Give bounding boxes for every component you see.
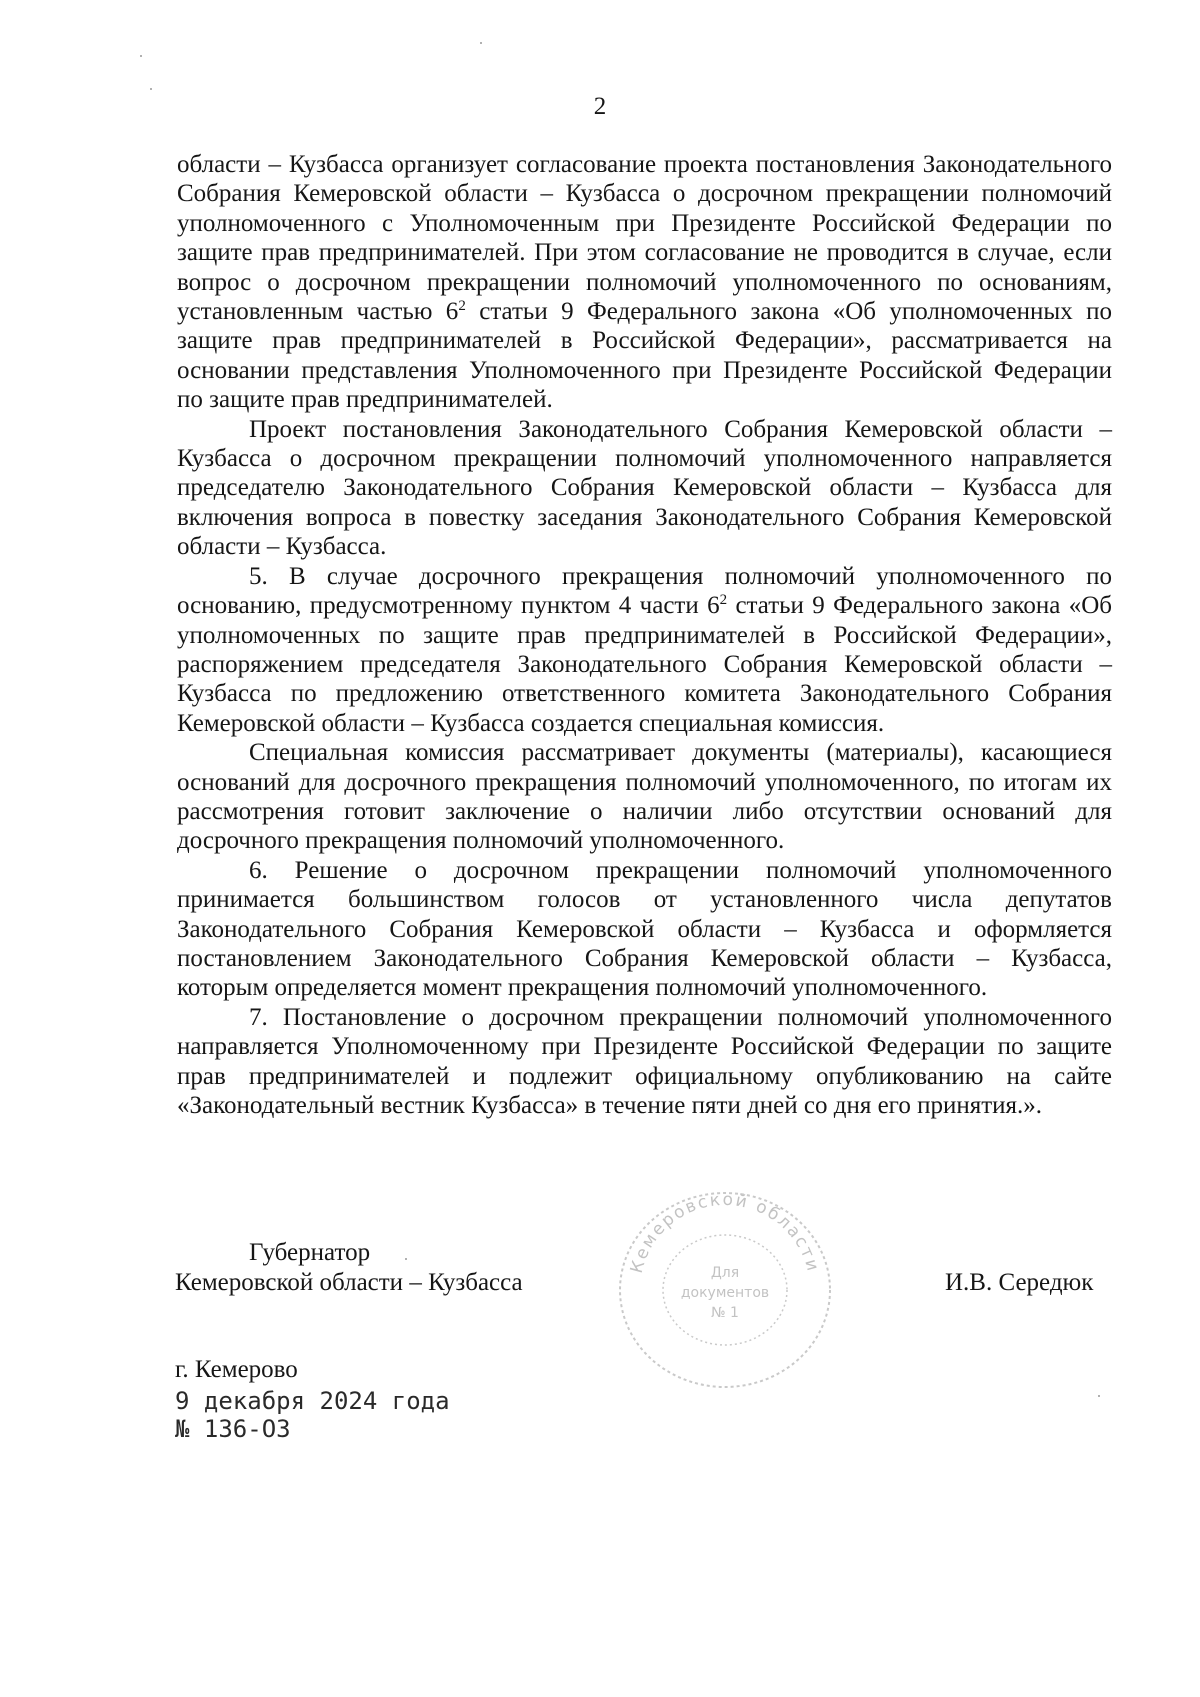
superscript: 2 bbox=[458, 298, 466, 315]
seal-ring-text: Кемеровской области bbox=[626, 1189, 824, 1276]
paragraph-project: Проект постановления Законодательного Собрания Кемеровской области – Кузбасса о досрочном прекращении полномочий уполномоченного направляется председателю Законодательного Собрания Кемеровской области – Кузбасса для включения вопроса в повестку заседания Законодательного Собрания Кемеровской области – Кузбасса. bbox=[177, 415, 1112, 561]
seal-line-1: Для bbox=[710, 1265, 740, 1281]
signatory-region: Кемеровской области – Кузбасса bbox=[175, 1269, 523, 1296]
paragraph-continuation bbox=[177, 150, 1112, 415]
scan-speck bbox=[150, 88, 152, 90]
scan-speck bbox=[405, 1258, 407, 1260]
place-of-signing: г. Кемерово bbox=[175, 1356, 298, 1383]
paragraph-item-7: 7. Постановление о досрочном прекращении полномочий уполномоченного направляется Уполномоченному при Президенте Российской Федерации по защите прав предпринимателей и подлежит официальному опубликованию на сайте «Законодательный вестник Кузбасса» в течение пяти дней со дня его принятия.». bbox=[177, 1003, 1112, 1119]
signatory-name: И.В. Середюк bbox=[945, 1269, 1094, 1296]
date-number-stamp bbox=[175, 1387, 450, 1443]
paragraph-text: статьи 9 Федерального закона «Об уполномоченных по защите прав предпринимателей в Российской Федерации», рассматривается на основании представления Уполномоченного при Президенте Российской Федерации по защите прав предпринимателей. bbox=[177, 298, 1112, 414]
paragraph-item-6: 6. Решение о досрочном прекращении полномочий уполномоченного принимается большинством голосов от установленного числа депутатов Законодательного Собрания Кемеровской области – Кузбасса и оформляется постановлением Законодательного Собрания Кемеровской области – Кузбасса, которым определяется момент прекращения полномочий уполномоченного. bbox=[177, 856, 1112, 1002]
page-number: 2 bbox=[593, 93, 607, 120]
signatory-position: Губернатор bbox=[249, 1239, 371, 1266]
seal-line-3: № 1 bbox=[711, 1305, 739, 1321]
paragraph-text: 5. В случае досрочного прекращения полномочий уполномоченного по основанию, предусмотренному пунктом 4 части 6 bbox=[177, 562, 1112, 620]
seal-line-2: документов bbox=[680, 1285, 770, 1301]
superscript: 2 bbox=[719, 592, 728, 609]
scan-speck bbox=[140, 55, 142, 57]
signatory-title bbox=[175, 1238, 523, 1298]
paragraph-text: статьи 9 Федерального закона «Об уполномоченных по защите прав предпринимателей в Российской Федерации», распоряжением председателя Законодательного Собрания Кемеровской области – Кузбасса по предложению ответственного комитета Законодательного Собрания Кемеровской области – Кузбасса создается специальная комиссия. bbox=[177, 592, 1112, 737]
paragraph-text: области – Кузбасса организует согласование проекта постановления Законодательного Собрания Кемеровской области – Кузбасса о досрочном прекращении полномочий уполномоченного с Уполномоченным при Президенте Российской Федерации по защите прав предпринимателей. При этом согласование не проводится в случае, если вопрос о досрочном прекращении полномочий уполномоченного по основаниям, установленным частью 6 bbox=[177, 151, 1112, 326]
scan-speck bbox=[480, 42, 482, 44]
scan-speck bbox=[1098, 1395, 1100, 1397]
document-body bbox=[177, 150, 1112, 1120]
paragraph-commission: Специальная комиссия рассматривает документы (материалы), касающиеся оснований для досрочного прекращения полномочий уполномоченного, по итогам их рассмотрения готовит заключение о наличии либо отсутствии оснований для досрочного прекращения полномочий уполномоченного. bbox=[177, 739, 1112, 855]
official-seal bbox=[610, 1185, 840, 1395]
svg-text:Кемеровской области bbox=[627, 1190, 823, 1276]
paragraph-item-5 bbox=[177, 562, 1112, 738]
signing-date: 9 декабря 2024 года bbox=[175, 1387, 450, 1415]
law-number: № 136-ОЗ bbox=[175, 1415, 291, 1443]
